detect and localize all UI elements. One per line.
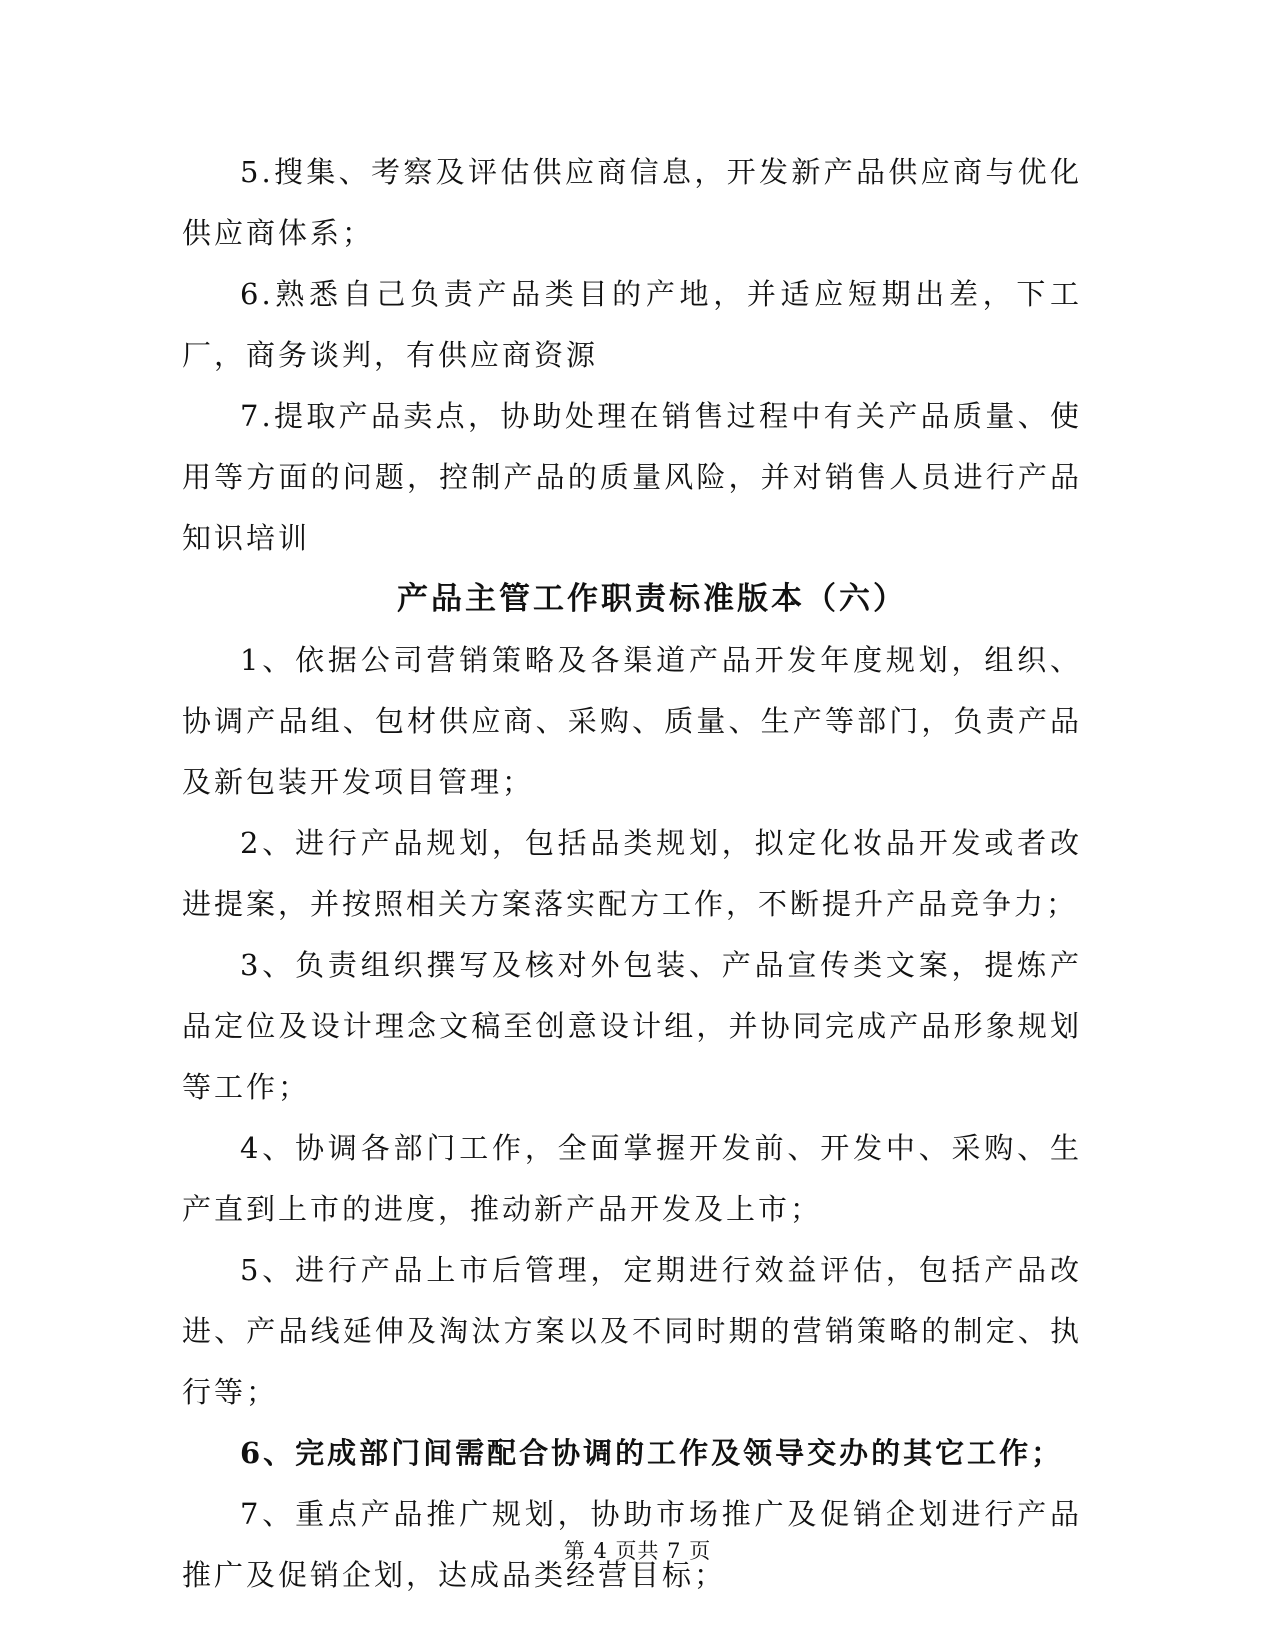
list-item: 1、依据公司营销策略及各渠道产品开发年度规划，组织、协调产品组、包材供应商、采购、质量、生产等部门，负责产品及新包装开发项目管理； [182,643,1082,799]
list-item: 5、进行产品上市后管理，定期进行效益评估，包括产品改进、产品线延伸及淘汰方案以及不同时期的营销策略的制定、执行等； [182,1253,1082,1409]
list-item: 7.提取产品卖点，协助处理在销售过程中有关产品质量、使用等方面的问题，控制产品的质量风险，并对销售人员进行产品知识培训 [182,399,1082,555]
list-item: 3、负责组织撰写及核对外包装、产品宣传类文案，提炼产品定位及设计理念文稿至创意设计组，并协同完成产品形象规划等工作； [182,948,1082,1104]
list-item: 5.搜集、考察及评估供应商信息，开发新产品供应商与优化供应商体系； [182,155,1082,250]
section-title: 产品主管工作职责标准版本（六） [397,581,907,617]
page-number: 第 4 页共 7 页 [563,1539,712,1563]
list-item: 6、完成部门间需配合协调的工作及领导交办的其它工作； [240,1436,1064,1470]
list-item: 4、协调各部门工作，全面掌握开发前、开发中、采购、生产直到上市的进度，推动新产品开发及上市； [182,1131,1082,1226]
list-item: 6.熟悉自己负责产品类目的产地，并适应短期出差，下工厂，商务谈判，有供应商资源 [182,277,1082,372]
list-item: 7、重点产品推广规划，协助市场推广及促销企划进行产品推广及促销企划，达成品类经营目标； [182,1497,1082,1592]
list-item: 2、进行产品规划，包括品类规划，拟定化妆品开发或者改进提案，并按照相关方案落实配方工作，不断提升产品竞争力； [182,826,1082,921]
document-body [182,142,1082,1606]
